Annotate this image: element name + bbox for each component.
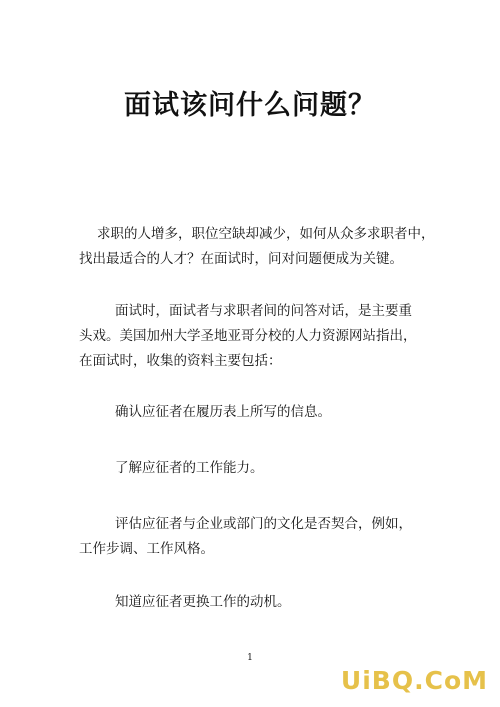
paragraph-6 bbox=[79, 590, 439, 615]
paragraph-line: 评估应征者与企业或部门的文化是否契合，例如， bbox=[115, 516, 412, 532]
paragraph-4 bbox=[79, 456, 439, 481]
paragraph-line: 找出最适合的人才？在面试时，问对问题便成为关键。 bbox=[79, 251, 403, 267]
paragraph-line: 面试时，面试者与求职者间的问答对话，是主要重 bbox=[115, 303, 412, 319]
paragraph-line: 确认应征者在履历表上所写的信息。 bbox=[115, 404, 331, 420]
document-title: 面试该问什么问题？ bbox=[124, 90, 376, 121]
paragraph-5 bbox=[79, 512, 439, 562]
paragraph-line: 头戏。美国加州大学圣地亚哥分校的人力资源网站指出， bbox=[79, 328, 417, 344]
paragraph-line: 在面试时，收集的资料主要包括： bbox=[79, 353, 282, 369]
paragraph-line: 求职的人增多，职位空缺却减少，如何从众多求职者中， bbox=[97, 226, 435, 242]
paragraph-line: 了解应征者的工作能力。 bbox=[115, 460, 264, 476]
paragraph-3 bbox=[79, 400, 439, 425]
paragraph-1 bbox=[79, 222, 439, 272]
page-number: 1 bbox=[247, 653, 253, 663]
site-watermark: UiBQ.CoM bbox=[340, 666, 488, 695]
paragraph-line: 知道应征者更换工作的动机。 bbox=[115, 594, 291, 610]
paragraph-2 bbox=[79, 299, 439, 374]
paragraph-line: 工作步调、工作风格。 bbox=[79, 541, 214, 557]
